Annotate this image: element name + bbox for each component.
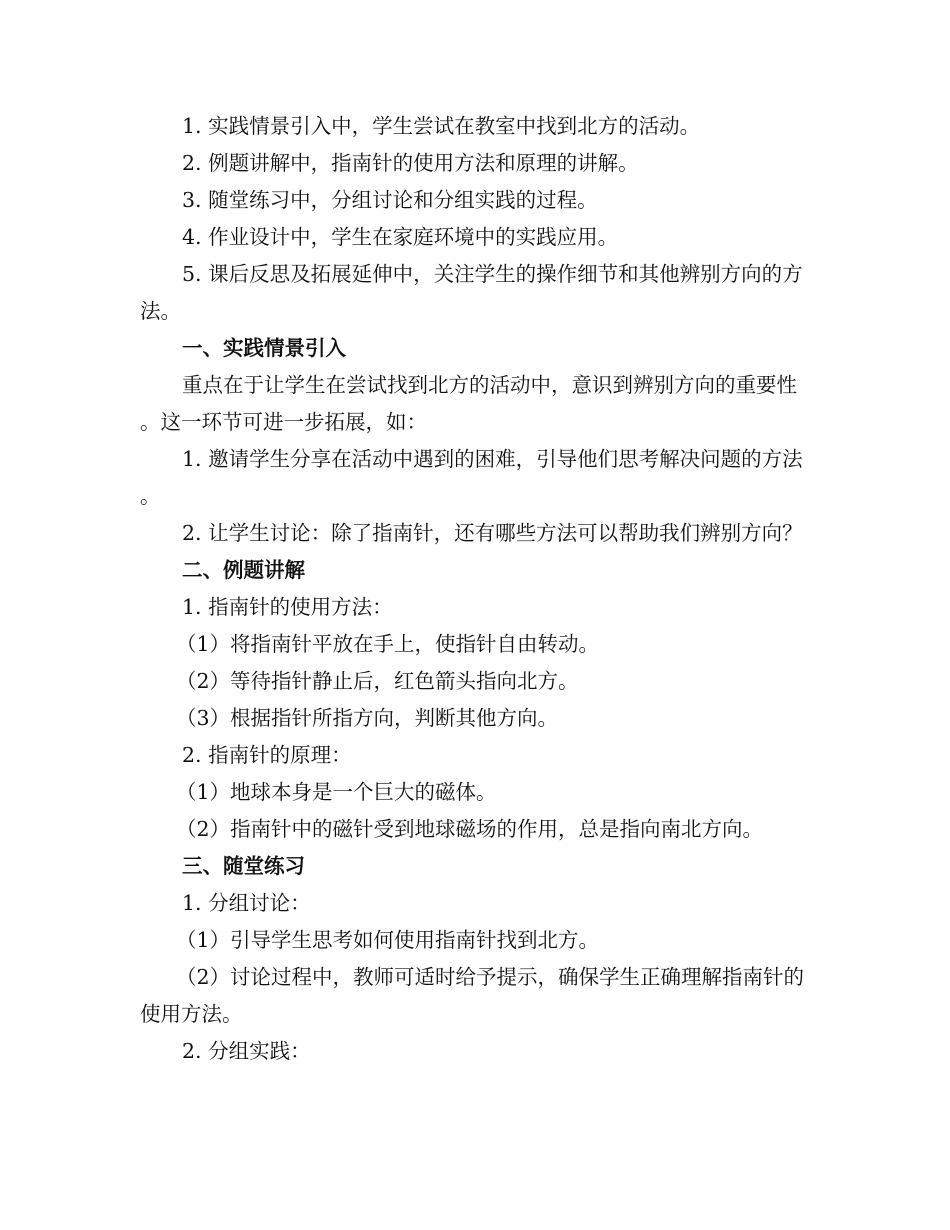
section-heading-2: 二、例题讲解 <box>182 558 305 582</box>
section1-item-1: 1. 邀请学生分享在活动中遇到的困难，引导他们思考解决问题的方法。 <box>140 447 803 508</box>
section3-item-1: 1. 分组讨论： <box>182 891 311 915</box>
section2-item-1-sub-3: （3）根据指针所指方向，判断其他方向。 <box>176 706 559 730</box>
section-heading-3: 三、随堂练习 <box>182 854 305 878</box>
section2-item-1: 1. 指南针的使用方法： <box>182 595 393 619</box>
document-body <box>140 108 812 1070</box>
section1-paragraph: 重点在于让学生在尝试找到北方的活动中，意识到辨别方向的重要性。这一环节可进一步拓展，如： <box>140 373 797 434</box>
section3-item-1-sub-2: （2）讨论过程中，教师可适时给予提示，确保学生正确理解指南针的使用方法。 <box>140 965 805 1026</box>
section-heading-1: 一、实践情景引入 <box>182 336 346 360</box>
intro-item-1: 1. 实践情景引入中，学生尝试在教室中找到北方的活动。 <box>182 114 701 138</box>
section1-item-2: 2. 让学生讨论：除了指南针，还有哪些方法可以帮助我们辨别方向？ <box>182 521 803 545</box>
intro-item-2: 2. 例题讲解中，指南针的使用方法和原理的讲解。 <box>182 151 639 175</box>
section3-item-2: 2. 分组实践： <box>182 1039 311 1063</box>
intro-item-3: 3. 随堂练习中，分组讨论和分组实践的过程。 <box>182 188 598 212</box>
intro-item-4: 4. 作业设计中，学生在家庭环境中的实践应用。 <box>182 225 619 249</box>
intro-item-5: 5. 课后反思及拓展延伸中，关注学生的操作细节和其他辨别方向的方法。 <box>140 262 803 323</box>
section2-item-2-sub-1: （1）地球本身是一个巨大的磁体。 <box>176 780 497 804</box>
section2-item-2: 2. 指南针的原理： <box>182 743 352 767</box>
section2-item-1-sub-1: （1）将指南针平放在手上，使指针自由转动。 <box>176 632 600 656</box>
section3-item-1-sub-1: （1）引导学生思考如何使用指南针找到北方。 <box>176 928 600 952</box>
section2-item-2-sub-2: （2）指南针中的磁针受到地球磁场的作用，总是指向南北方向。 <box>176 817 764 841</box>
section2-item-1-sub-2: （2）等待指针静止后，红色箭头指向北方。 <box>176 669 579 693</box>
